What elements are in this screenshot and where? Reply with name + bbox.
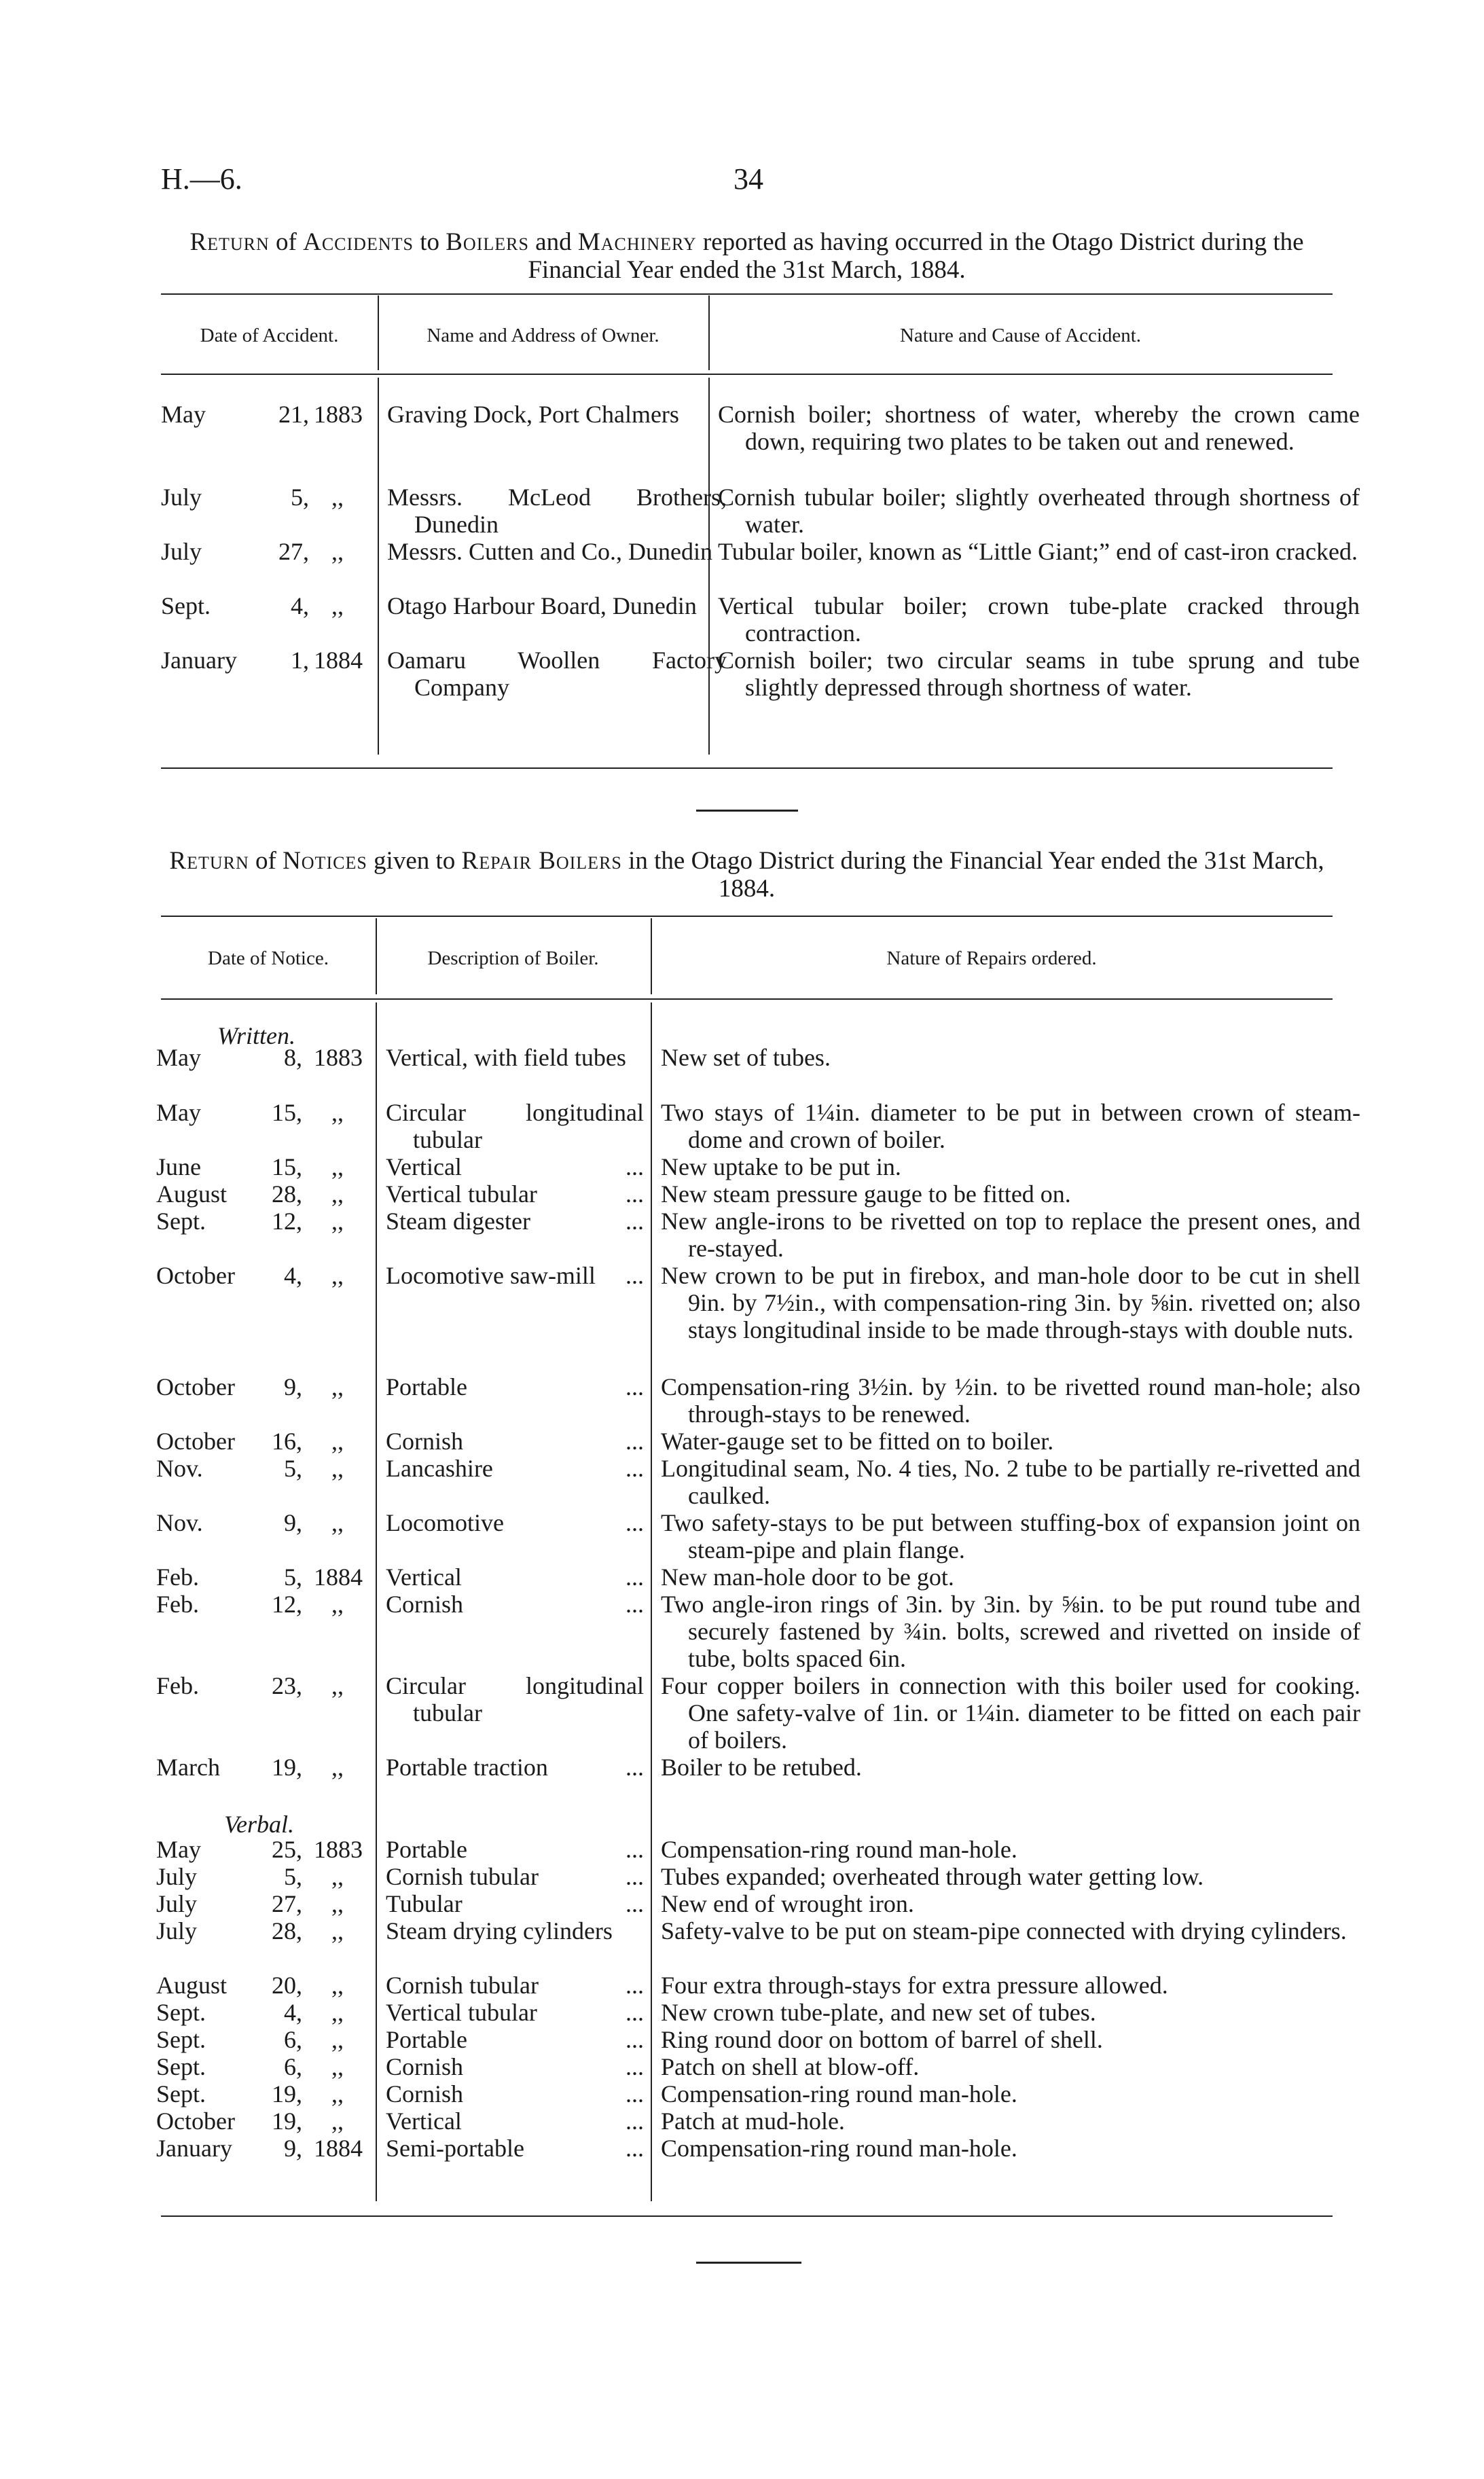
date-year: ,,	[331, 1863, 344, 1890]
date-day: 5,	[284, 1563, 302, 1591]
leader-dots: ...	[626, 1836, 644, 1863]
date-year: 1884	[314, 647, 363, 674]
repair-cell: New man-hole door to be got.	[661, 1563, 954, 1591]
boiler-description-text: Semi-portable	[386, 2135, 524, 2162]
table1-top-rule	[161, 293, 1333, 295]
repair-cell: Four copper boilers in connection with this boiler used for cooking. One safety-valve of 1in. or 1¼in. diameter to be fitted on each pair of boilers.	[661, 1672, 1360, 1754]
owner-cell: Otago Harbour Board, Dunedin	[387, 592, 697, 619]
cause-cell: Cornish boiler; two circular seams in tube sprung and tube slightly depressed through shortness of water.	[718, 647, 1360, 701]
date-day: 21,	[278, 401, 309, 428]
boiler-description	[386, 2135, 644, 2162]
date-day: 9,	[284, 1509, 302, 1536]
leader-dots: ...	[626, 1180, 644, 1208]
date-year: ,,	[331, 1672, 344, 1699]
table2-header-date: Date of Notice.	[208, 947, 329, 969]
boiler-description	[386, 1999, 644, 2026]
boiler-description-text: Vertical tubular	[386, 1180, 537, 1208]
boiler-description	[386, 1754, 644, 1781]
date-month: October	[156, 2107, 235, 2135]
table2-divider	[651, 1002, 652, 2201]
repair-cell: Compensation-ring round man-hole.	[661, 2135, 1017, 2162]
table1-header-date: Date of Accident.	[200, 325, 339, 346]
boiler-description-text: Circular longitudinal tubular	[386, 1672, 644, 1726]
boiler-description	[386, 1262, 644, 1289]
repair-cell: Four extra through-stays for extra pressure allowed.	[661, 1972, 1168, 1999]
owner-cell: Oamaru Woollen Factory Company	[387, 647, 727, 701]
date-month: August	[156, 1972, 228, 1999]
boiler-description-text: Steam digester	[386, 1208, 530, 1235]
leader-dots: ...	[626, 1153, 644, 1180]
date-day: 19,	[272, 1754, 302, 1781]
date-month: Sept.	[156, 2053, 206, 2080]
date-month: Sept.	[161, 592, 211, 619]
title-word: Machinery	[577, 228, 697, 256]
boiler-description	[386, 2080, 644, 2107]
date-month: January	[156, 2135, 232, 2162]
repair-cell: New crown to be put in firebox, and man-hole door to be cut in shell 9in. by 7½in., with compensation-ring 3in. by ⅝in. rivetted on; also stays longitudinal inside to be made through-stays with double nuts.	[661, 1262, 1360, 1343]
date-day: 4,	[284, 1262, 302, 1289]
boiler-description-text: Portable	[386, 1836, 467, 1863]
date-year: 1884	[314, 1563, 363, 1591]
verbal-label: Verbal.	[224, 1811, 294, 1838]
repair-cell: Boiler to be retubed.	[661, 1754, 862, 1781]
boiler-description	[386, 1044, 644, 1071]
repair-cell: New crown tube-plate, and new set of tubes.	[661, 1999, 1096, 2026]
leader-dots: ...	[626, 1890, 644, 1917]
boiler-description-text: Locomotive	[386, 1509, 504, 1536]
repair-cell: New end of wrought iron.	[661, 1890, 914, 1917]
title-word: Notices	[283, 847, 367, 875]
boiler-description-text: Vertical, with field tubes	[386, 1044, 626, 1071]
date-month: Nov.	[156, 1455, 203, 1482]
date-month: Nov.	[156, 1509, 203, 1536]
repair-cell: New set of tubes.	[661, 1044, 831, 1071]
date-month: July	[161, 484, 202, 511]
boiler-description	[386, 1863, 644, 1890]
date-day: 28,	[272, 1917, 302, 1944]
date-day: 1,	[291, 647, 309, 674]
boiler-description	[386, 1180, 644, 1208]
date-year: ,,	[331, 2053, 344, 2080]
title-word: of	[249, 847, 283, 875]
boiler-description-text: Vertical	[386, 2107, 462, 2135]
date-day: 4,	[291, 592, 309, 619]
date-month: October	[156, 1373, 235, 1400]
leader-dots: ...	[626, 2053, 644, 2080]
boiler-description	[386, 1373, 644, 1400]
date-day: 20,	[272, 1972, 302, 1999]
section-divider	[696, 810, 798, 812]
boiler-description	[386, 1099, 644, 1153]
repair-cell: Compensation-ring round man-hole.	[661, 1836, 1017, 1863]
boiler-description-text: Cornish	[386, 2080, 464, 2107]
date-year: ,,	[331, 1373, 344, 1400]
repair-cell: Two safety-stays to be put between stuffing-box of expansion joint on steam-pipe and plain flange.	[661, 1509, 1360, 1563]
leader-dots: ...	[626, 1591, 644, 1618]
date-year: ,,	[331, 484, 344, 511]
boiler-description	[386, 1428, 644, 1455]
date-day: 27,	[278, 538, 309, 565]
page-number: 34	[734, 162, 763, 196]
date-day: 5,	[284, 1455, 302, 1482]
date-year: ,,	[331, 2026, 344, 2053]
leader-dots: ...	[626, 2135, 644, 2162]
date-month: July	[156, 1890, 198, 1917]
repair-cell: Ring round door on bottom of barrel of shell.	[661, 2026, 1103, 2053]
owner-cell: Graving Dock, Port Chalmers	[387, 401, 679, 428]
date-month: Feb.	[156, 1563, 199, 1591]
section-divider	[696, 2262, 801, 2264]
repair-cell: Safety-valve to be put on steam-pipe connected with drying cylinders.	[661, 1917, 1347, 1944]
table1-title	[161, 228, 1333, 284]
boiler-description-text: Vertical	[386, 1563, 462, 1591]
date-month: May	[156, 1044, 201, 1071]
date-day: 15,	[272, 1153, 302, 1180]
date-year: ,,	[331, 538, 344, 565]
date-year: 1884	[314, 2135, 363, 2162]
date-year: ,,	[331, 1754, 344, 1781]
date-month: July	[161, 538, 202, 565]
table2-title	[161, 847, 1333, 903]
table1-header-nature: Nature and Cause of Accident.	[899, 325, 1142, 346]
boiler-description-text: Lancashire	[386, 1455, 493, 1482]
title-word: Accidents	[303, 228, 414, 256]
boiler-description	[386, 1672, 644, 1726]
date-year: 1883	[314, 1836, 363, 1863]
date-month: October	[156, 1262, 235, 1289]
boiler-description	[386, 1836, 644, 1863]
date-year: ,,	[331, 1208, 344, 1235]
repair-cell: Compensation-ring round man-hole.	[661, 2080, 1017, 2107]
repair-cell: Water-gauge set to be fitted on to boiler.	[661, 1428, 1054, 1455]
leader-dots: ...	[626, 2107, 644, 2135]
date-year: ,,	[331, 1509, 344, 1536]
boiler-description-text: Portable	[386, 1373, 467, 1400]
date-day: 4,	[284, 1999, 302, 2026]
date-day: 23,	[272, 1672, 302, 1699]
title-word: given to	[367, 847, 462, 875]
date-year: ,,	[331, 1428, 344, 1455]
repair-cell: New uptake to be put in.	[661, 1153, 901, 1180]
boiler-description	[386, 2026, 644, 2053]
written-label: Written.	[217, 1022, 295, 1049]
leader-dots: ...	[626, 1563, 644, 1591]
date-year: ,,	[331, 1262, 344, 1289]
date-month: June	[156, 1153, 201, 1180]
boiler-description-text: Vertical tubular	[386, 1999, 537, 2026]
cause-cell: Cornish boiler; shortness of water, whereby the crown came down, requiring two plates to be taken out and renewed.	[718, 401, 1360, 455]
cause-cell: Cornish tubular boiler; slightly overheated through shortness of water.	[718, 484, 1360, 538]
page-reference: H.—6.	[161, 162, 242, 196]
repair-cell: Longitudinal seam, No. 4 ties, No. 2 tube to be partially re-rivetted and caulked.	[661, 1455, 1360, 1509]
date-month: Feb.	[156, 1591, 199, 1618]
date-year: ,,	[331, 1972, 344, 1999]
date-year: ,,	[331, 1999, 344, 2026]
repair-cell: Compensation-ring 3½in. by ½in. to be rivetted round man-hole; also through-stays to be renewed.	[661, 1373, 1360, 1428]
date-year: ,,	[331, 2107, 344, 2135]
boiler-description	[386, 1208, 644, 1235]
date-day: 16,	[272, 1428, 302, 1455]
boiler-description-text: Cornish tubular	[386, 1863, 539, 1890]
date-day: 25,	[272, 1836, 302, 1863]
leader-dots: ...	[626, 1509, 644, 1536]
repair-cell: Tubes expanded; overheated through water getting low.	[661, 1863, 1204, 1890]
date-month: July	[156, 1863, 198, 1890]
page-header	[0, 162, 1484, 202]
table2-bottom-rule	[161, 2215, 1333, 2217]
boiler-description-text: Cornish	[386, 1591, 464, 1618]
date-day: 27,	[272, 1890, 302, 1917]
boiler-description	[386, 1509, 644, 1536]
title-word: of	[269, 228, 304, 256]
repair-cell: Two angle-iron rings of 3in. by 3in. by ⅝in. to be put round tube and securely fastened by ¾in. bolts, screwed and rivetted on inside of tube, bolts spaced 6in.	[661, 1591, 1360, 1672]
date-month: Sept.	[156, 2026, 206, 2053]
date-month: October	[156, 1428, 235, 1455]
date-month: July	[156, 1917, 198, 1944]
title-word: to	[413, 228, 446, 256]
boiler-description	[386, 1591, 644, 1618]
date-day: 5,	[284, 1863, 302, 1890]
date-month: May	[161, 401, 206, 428]
date-day: 9,	[284, 2135, 302, 2162]
date-month: January	[161, 647, 237, 674]
date-year: ,,	[331, 1890, 344, 1917]
date-year: ,,	[331, 1591, 344, 1618]
date-year: 1883	[314, 1044, 363, 1071]
table1-header-rule	[161, 374, 1333, 375]
date-month: March	[156, 1754, 220, 1781]
boiler-description-text: Cornish	[386, 1428, 464, 1455]
date-day: 12,	[272, 1591, 302, 1618]
repair-cell: Two stays of 1¼in. diameter to be put in between crown of steam-dome and crown of boiler.	[661, 1099, 1360, 1153]
date-year: ,,	[331, 592, 344, 619]
date-month: Sept.	[156, 1208, 206, 1235]
boiler-description-text: Tubular	[386, 1890, 463, 1917]
date-day: 9,	[284, 1373, 302, 1400]
date-day: 15,	[272, 1099, 302, 1126]
leader-dots: ...	[626, 2080, 644, 2107]
leader-dots: ...	[626, 1208, 644, 1235]
date-year: ,,	[331, 1917, 344, 1944]
table1-header-owner: Name and Address of Owner.	[427, 325, 659, 346]
cause-cell: Vertical tubular boiler; crown tube-plate cracked through contraction.	[718, 592, 1360, 647]
boiler-description	[386, 1972, 644, 1999]
date-day: 6,	[284, 2026, 302, 2053]
date-day: 28,	[272, 1180, 302, 1208]
leader-dots: ...	[626, 1455, 644, 1482]
date-year: ,,	[331, 1455, 344, 1482]
date-month: May	[156, 1836, 201, 1863]
title-word: Return	[189, 228, 270, 256]
date-year: ,,	[331, 1099, 344, 1126]
boiler-description-text: Circular longitudinal tubular	[386, 1099, 644, 1153]
leader-dots: ...	[626, 1972, 644, 1999]
title-word: reported as having occurred in the Otago District during the Financial Year ended the 31st March, 1884.	[528, 228, 1304, 284]
date-day: 19,	[272, 2107, 302, 2135]
date-year: ,,	[331, 1153, 344, 1180]
table2-header-repairs: Nature of Repairs ordered.	[886, 947, 1097, 969]
date-day: 8,	[284, 1044, 302, 1071]
repair-cell: Patch at mud-hole.	[661, 2107, 845, 2135]
table2-top-rule	[161, 916, 1333, 917]
date-month: Sept.	[156, 1999, 206, 2026]
date-year: ,,	[331, 1180, 344, 1208]
table1-divider	[378, 378, 379, 755]
leader-dots: ...	[626, 1428, 644, 1455]
leader-dots: ...	[626, 2026, 644, 2053]
title-word: Return	[169, 847, 249, 875]
title-word: Boilers	[446, 228, 529, 256]
leader-dots: ...	[626, 1999, 644, 2026]
owner-cell: Messrs. Cutten and Co., Dunedin	[387, 538, 712, 565]
table1-bottom-rule	[161, 767, 1333, 769]
boiler-description	[386, 1890, 644, 1917]
leader-dots: ...	[626, 1754, 644, 1781]
date-day: 5,	[291, 484, 309, 511]
boiler-description	[386, 1153, 644, 1180]
title-word: and	[528, 228, 578, 256]
date-day: 19,	[272, 2080, 302, 2107]
boiler-description-text: Cornish	[386, 2053, 464, 2080]
date-year: 1883	[314, 401, 363, 428]
boiler-description-text: Vertical	[386, 1153, 462, 1180]
boiler-description	[386, 1455, 644, 1482]
boiler-description	[386, 2053, 644, 2080]
boiler-description-text: Portable traction	[386, 1754, 548, 1781]
date-year: ,,	[331, 2080, 344, 2107]
date-month: Feb.	[156, 1672, 199, 1699]
owner-cell: Messrs. McLeod Brothers, Dunedin	[387, 484, 727, 538]
leader-dots: ...	[626, 1863, 644, 1890]
table2-header-description: Description of Boiler.	[427, 947, 599, 969]
date-month: May	[156, 1099, 201, 1126]
date-day: 12,	[272, 1208, 302, 1235]
title-word: Repair Boilers	[461, 847, 622, 875]
repair-cell: New steam pressure gauge to be fitted on.	[661, 1180, 1071, 1208]
leader-dots: ...	[626, 1262, 644, 1289]
repair-cell: New angle-irons to be rivetted on top to replace the present ones, and re-stayed.	[661, 1208, 1360, 1262]
boiler-description	[386, 1563, 644, 1591]
boiler-description-text: Cornish tubular	[386, 1972, 539, 1999]
table2-header-rule	[161, 998, 1333, 1000]
date-day: 6,	[284, 2053, 302, 2080]
boiler-description-text: Portable	[386, 2026, 467, 2053]
date-month: Sept.	[156, 2080, 206, 2107]
boiler-description-text: Locomotive saw-mill	[386, 1262, 596, 1289]
leader-dots: ...	[626, 1373, 644, 1400]
boiler-description-text: Steam drying cylinders	[386, 1917, 613, 1944]
title-word: in the Otago District during the Financial Year ended the 31st March, 1884.	[621, 847, 1324, 903]
boiler-description	[386, 2107, 644, 2135]
cause-cell: Tubular boiler, known as “Little Giant;” end of cast-iron cracked.	[718, 538, 1358, 565]
date-month: August	[156, 1180, 228, 1208]
boiler-description	[386, 1917, 644, 1944]
repair-cell: Patch on shell at blow-off.	[661, 2053, 920, 2080]
